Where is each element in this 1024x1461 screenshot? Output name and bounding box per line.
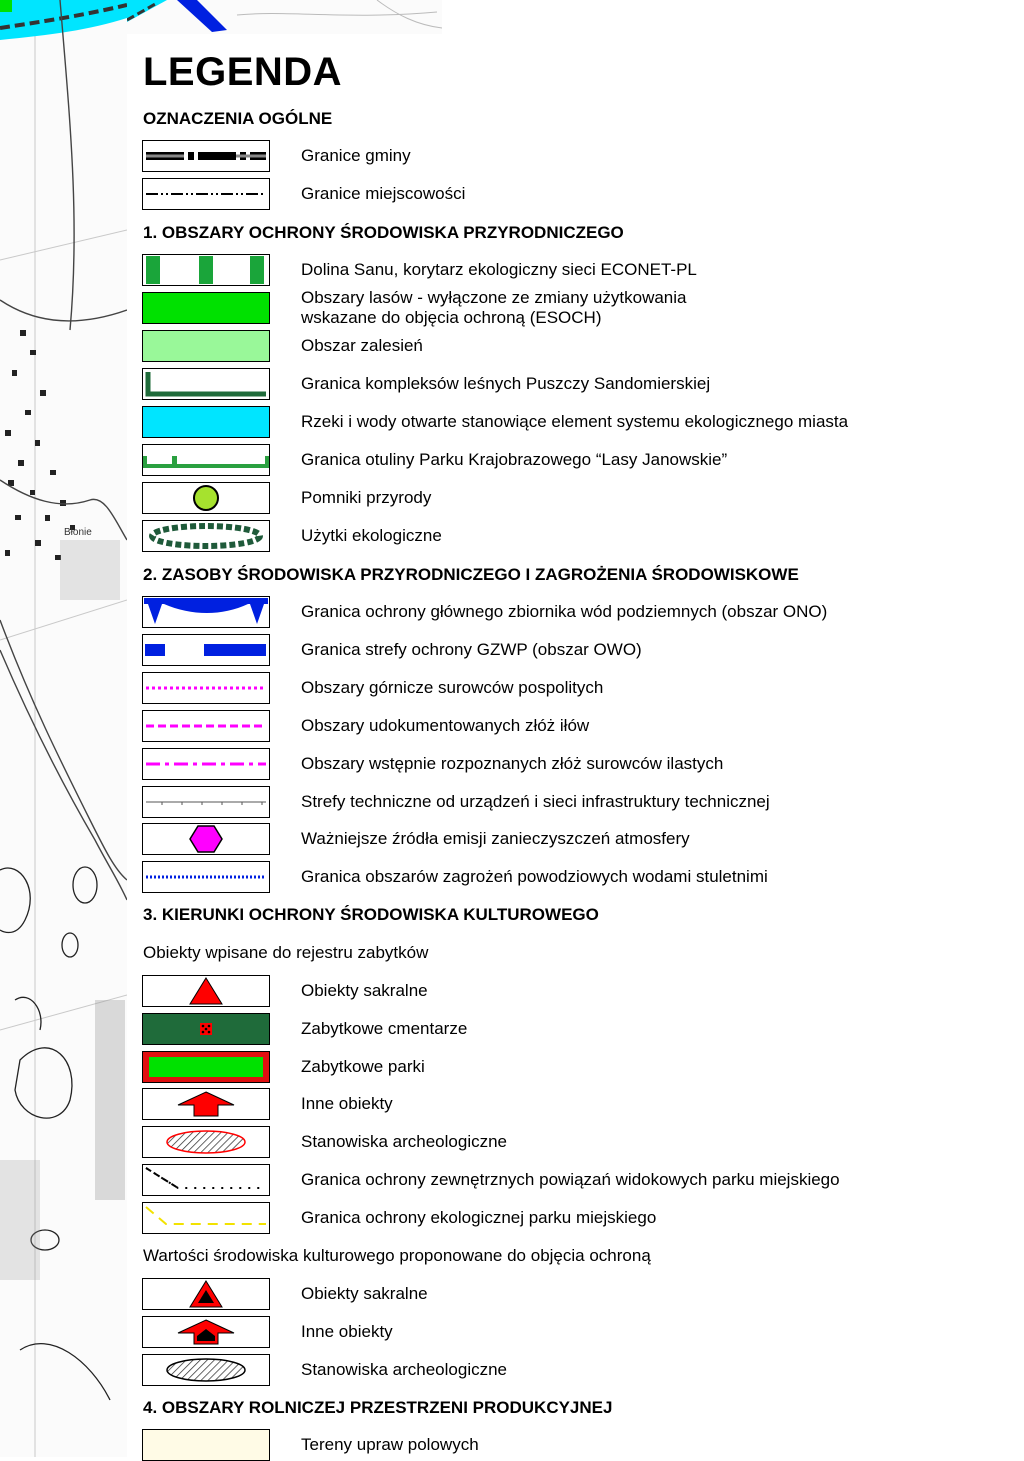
other-object-symbol — [142, 1088, 270, 1120]
legend-row-open-water — [142, 406, 1022, 438]
field-crops-symbol — [142, 1429, 270, 1461]
legend-row-emission — [142, 823, 1022, 855]
legend-label: Granica ochrony zewnętrznych powiązań widokowych parku miejskiego — [301, 1170, 840, 1189]
legend-label: Użytki ekologiczne — [301, 526, 442, 545]
legend-row-sacral — [142, 975, 1022, 1007]
park-buffer-boundary-symbol — [142, 444, 270, 476]
legend-label: Granica otuliny Parku Krajobrazowego “Lasy Janowskie” — [301, 450, 728, 469]
nature-monument-symbol — [142, 482, 270, 514]
park-ecological-boundary-symbol — [142, 1202, 270, 1234]
mining-area-symbol — [142, 672, 270, 704]
legend-row-park-ecological — [142, 1202, 1022, 1234]
archaeological-proposed-symbol — [142, 1354, 270, 1386]
legend-label: Strefy techniczne od urządzeń i sieci infrastruktury technicznej — [301, 792, 770, 811]
legend-label: Granica kompleksów leśnych Puszczy Sandomierskiej — [301, 374, 711, 393]
legend-row-ono — [142, 596, 1022, 628]
legend-row-mining — [142, 672, 1022, 704]
legend-label: Zabytkowe parki — [301, 1057, 425, 1076]
forest-area-symbol — [142, 292, 270, 324]
sacral-proposed-symbol — [142, 1278, 270, 1310]
ecological-area-symbol — [142, 520, 270, 552]
historic-park-symbol — [142, 1051, 270, 1083]
legend-label-line1: Obszary lasów - wyłączone ze zmiany użytkowania — [301, 288, 687, 307]
section-3-sub2: Wartości środowiska kulturowego proponowane do objęcia ochroną — [143, 1246, 651, 1265]
legend-row-forest — [142, 288, 1022, 327]
legend-title: LEGENDA — [143, 50, 343, 94]
legend-label: Stanowiska archeologiczne — [301, 1360, 508, 1379]
legend-row-cemetery — [142, 1013, 1022, 1045]
legend-row-view-protection — [142, 1164, 1022, 1196]
view-protection-boundary-symbol — [142, 1164, 270, 1196]
legend-label: Obszary wstępnie rozpoznanych złóż surowców ilastych — [301, 754, 724, 773]
legend-label: Granica strefy ochrony GZWP (obszar OWO) — [301, 640, 642, 659]
clay-deposit-symbol — [142, 710, 270, 742]
legend-row-other-proposed — [142, 1316, 1022, 1348]
other-object-proposed-symbol — [142, 1316, 270, 1348]
legend-row-ecological-area — [142, 520, 1022, 552]
section-2-heading: 2. ZASOBY ŚRODOWISKA PRZYRODNICZEGO I ZAGROŻENIA ŚRODOWISKOWE — [143, 565, 799, 584]
gmina-boundary-symbol — [142, 140, 270, 172]
legend-row-owo — [142, 634, 1022, 666]
legend-label: Ważniejsze źródła emisji zanieczyszczeń atmosfery — [301, 829, 690, 848]
legend-row-gmina-boundary — [142, 140, 1022, 172]
legend-label: Obszar zalesień — [301, 336, 423, 355]
legend-row-archaeological — [142, 1126, 1022, 1158]
legend-label: Inne obiekty — [301, 1322, 393, 1341]
section-general-heading: OZNACZENIA OGÓLNE — [143, 109, 333, 128]
legend-label: Pomniki przyrody — [301, 488, 432, 507]
legend-row-clay-prelim — [142, 748, 1022, 780]
legend-label: Inne obiekty — [301, 1094, 393, 1113]
section-4-heading: 4. OBSZARY ROLNICZEJ PRZESTRZENI PRODUKCYJNEJ — [143, 1398, 613, 1417]
ono-boundary-symbol — [142, 596, 270, 628]
legend-label: Granice miejscowości — [301, 184, 466, 203]
legend-label — [301, 288, 686, 328]
afforestation-area-symbol — [142, 330, 270, 362]
legend-label: Granice gminy — [301, 146, 411, 165]
map-place-label: Błonie — [64, 527, 92, 538]
legend-row-nature-monument — [142, 482, 1022, 514]
section-3-sub1: Obiekty wpisane do rejestru zabytków — [143, 943, 429, 962]
legend-label: Granica ochrony głównego zbiornika wód podziemnych (obszar ONO) — [301, 602, 828, 621]
legend-label: Obszary górnicze surowców pospolitych — [301, 678, 604, 697]
town-boundary-symbol — [142, 178, 270, 210]
technical-zone-symbol — [142, 786, 270, 818]
legend-label: Zabytkowe cmentarze — [301, 1019, 468, 1038]
historic-cemetery-symbol — [142, 1013, 270, 1045]
archaeological-site-symbol — [142, 1126, 270, 1158]
legend-label: Obiekty sakralne — [301, 1284, 428, 1303]
owo-boundary-symbol — [142, 634, 270, 666]
legend-label: Tereny upraw polowych — [301, 1435, 479, 1454]
legend-row-town-boundary — [142, 178, 1022, 210]
forest-complex-boundary-symbol — [142, 368, 270, 400]
legend-label: Granica ochrony ekologicznej parku miejskiego — [301, 1208, 657, 1227]
legend-label: Obszary udokumentowanych złóż iłów — [301, 716, 590, 735]
section-1-heading: 1. OBSZARY OCHRONY ŚRODOWISKA PRZYRODNICZEGO — [143, 223, 624, 242]
legend-row-other-object — [142, 1088, 1022, 1120]
open-water-symbol — [142, 406, 270, 438]
legend-label: Stanowiska archeologiczne — [301, 1132, 508, 1151]
legend-label-line2: wskazane do objęcia ochroną (ESOCH) — [301, 308, 602, 327]
legend-label: Obiekty sakralne — [301, 981, 428, 1000]
econet-corridor-symbol — [142, 254, 270, 286]
legend-row-archaeological-proposed — [142, 1354, 1022, 1386]
legend-row-flood — [142, 861, 1022, 893]
flood-boundary-symbol — [142, 861, 270, 893]
map-top-fragment — [127, 0, 442, 34]
emission-source-symbol — [142, 823, 270, 855]
legend-row-park-buffer — [142, 444, 1022, 476]
legend-row-park — [142, 1051, 1022, 1083]
legend-row-technical-zone — [142, 786, 1022, 818]
legend-row-forest-complex — [142, 368, 1022, 400]
section-3-heading: 3. KIERUNKI OCHRONY ŚRODOWISKA KULTUROWEGO — [143, 905, 599, 924]
legend-label: Dolina Sanu, korytarz ekologiczny sieci ECONET-PL — [301, 260, 697, 279]
legend-label: Granica obszarów zagrożeń powodziowych wodami stuletnimi — [301, 867, 768, 886]
map-fragment — [0, 0, 127, 1457]
legend-row-afforestation — [142, 330, 1022, 362]
legend-label: Rzeki i wody otwarte stanowiące element systemu ekologicznego miasta — [301, 412, 849, 431]
sacral-object-symbol — [142, 975, 270, 1007]
clay-prelim-symbol — [142, 748, 270, 780]
legend-row-clay — [142, 710, 1022, 742]
legend-row-econet — [142, 254, 1022, 286]
legend-row-field-crops — [142, 1429, 1022, 1461]
legend-row-sacral-proposed — [142, 1278, 1022, 1310]
